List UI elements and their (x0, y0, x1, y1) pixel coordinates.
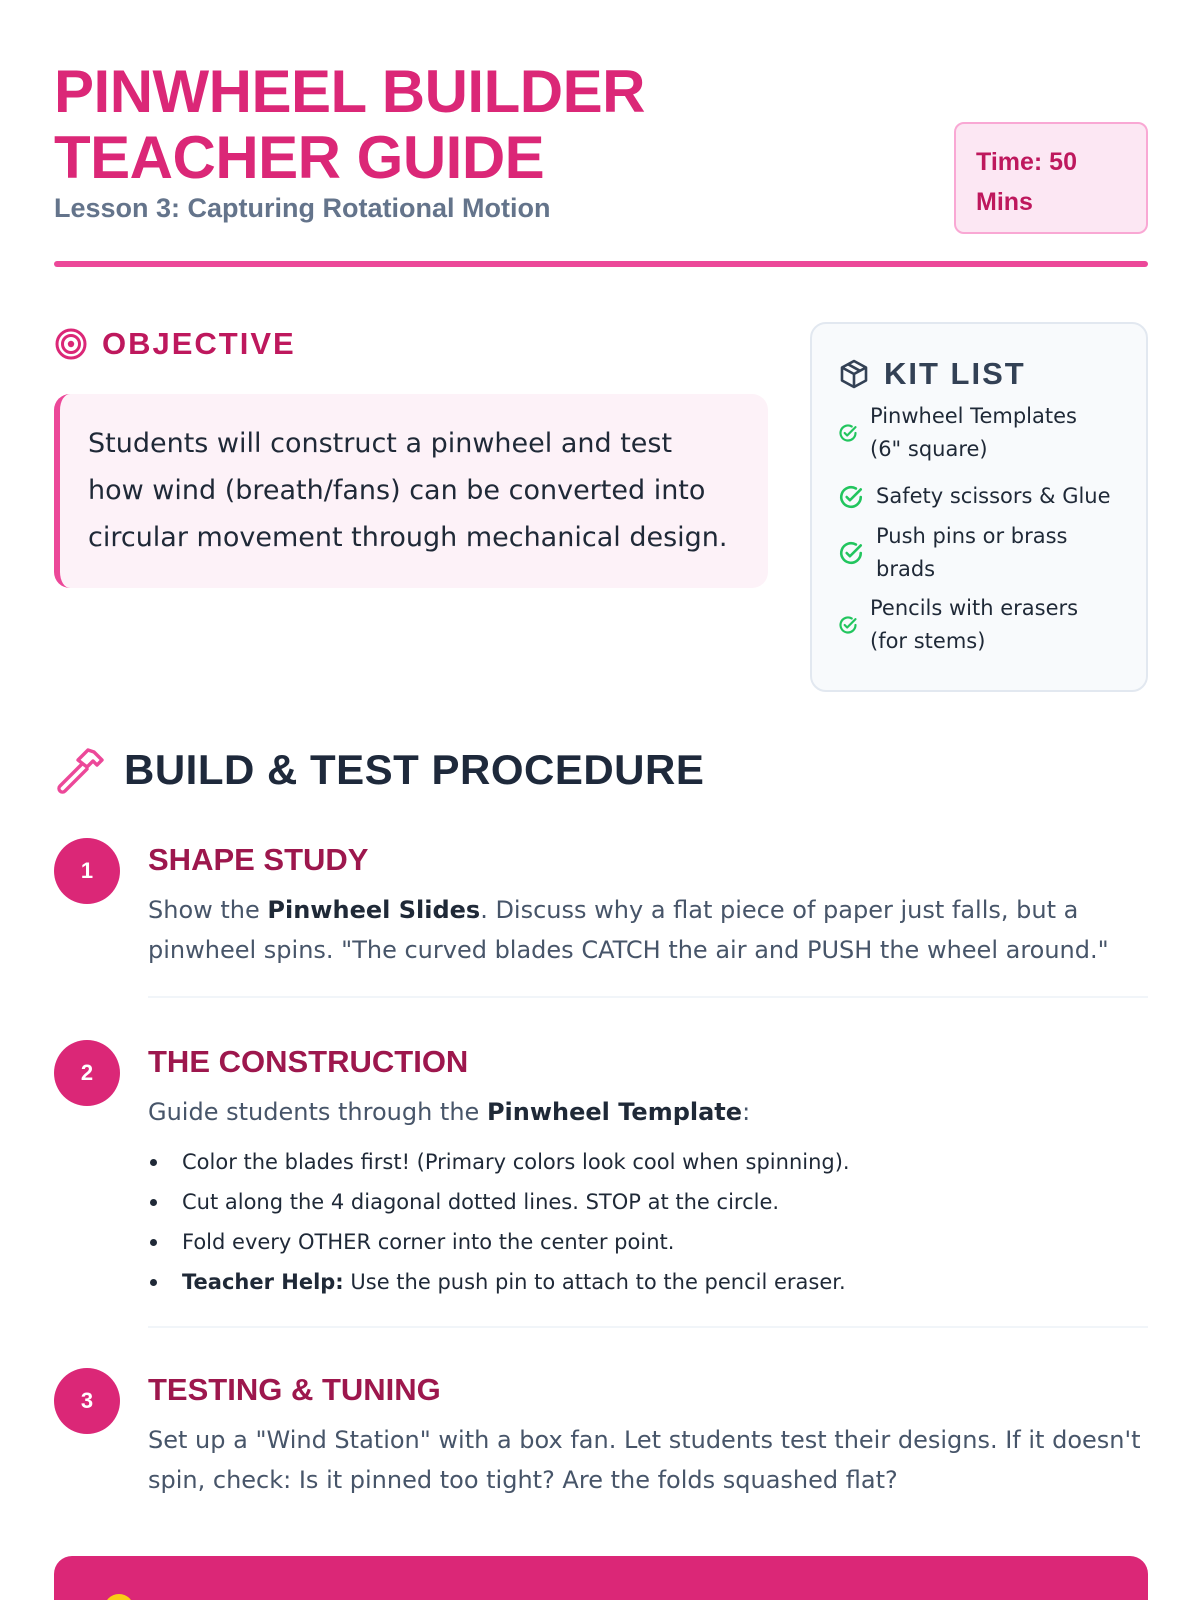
step-text-part: Guide students through the (148, 1098, 487, 1126)
page-title-line-1: PINWHEEL BUILDER (54, 58, 645, 125)
check-circle-icon (838, 615, 858, 635)
step-title: THE CONSTRUCTION (148, 1044, 469, 1079)
teacher-help-label: Teacher Help: (182, 1270, 344, 1294)
kit-list-heading (838, 356, 1026, 392)
kit-item-line-1: Push pins or brass (876, 524, 1068, 548)
list-item (148, 1262, 1148, 1302)
kit-item-line-1: Safety scissors & Glue (876, 484, 1111, 508)
time-badge (954, 122, 1148, 234)
step-title: TESTING & TUNING (148, 1372, 441, 1407)
step-text-bold: Pinwheel Template (486, 1098, 743, 1126)
kit-item-line-2: brads (876, 557, 936, 581)
procedure-heading (54, 744, 704, 796)
step-description (148, 890, 1148, 970)
step-description (148, 1420, 1148, 1500)
kit-item-line-2: (6" square) (870, 437, 988, 461)
target-icon (54, 327, 88, 361)
kit-item (838, 520, 1128, 586)
lesson-subtitle: Lesson 3: Capturing Rotational Motion (54, 193, 551, 223)
list-item: Color the blades first! (Primary colors look cool when spinning). (148, 1142, 1148, 1182)
kit-item-line-2: (for stems) (870, 629, 986, 653)
hammer-icon (54, 744, 106, 796)
objective-label: OBJECTIVE (102, 326, 296, 361)
kit-item (838, 480, 1128, 513)
step-divider (148, 996, 1148, 998)
kit-item (838, 400, 1128, 466)
step-title: SHAPE STUDY (148, 842, 369, 877)
step-text-part: . Discuss why a flat piece of paper just falls, but a (480, 896, 1079, 924)
step-text-line: Set up a "Wind Station" with a box fan. Let students test their designs. If it doesn't (148, 1426, 1141, 1454)
step-number-badge: 1 (54, 838, 120, 904)
time-badge-line-1: Time: 50 (976, 148, 1077, 176)
step-number-badge: 3 (54, 1368, 120, 1434)
teacher-help-text: Use the push pin to attach to the pencil eraser. (343, 1270, 846, 1294)
kit-list-label: KIT LIST (884, 356, 1026, 391)
kit-list-card (810, 322, 1148, 692)
list-item: Fold every OTHER corner into the center point. (148, 1222, 1148, 1262)
time-badge-line-2: Mins (976, 188, 1033, 216)
step-text-bold: Pinwheel Slides (267, 896, 481, 924)
step-text-part: Show the (148, 896, 268, 924)
kit-item (838, 592, 1128, 658)
tip-banner (54, 1556, 1148, 1600)
step-text-part: : (742, 1098, 751, 1126)
step-text-line: pinwheel spins. "The curved blades CATCH the air and PUSH the wheel around." (148, 936, 1109, 964)
lightbulb-icon (104, 1594, 134, 1600)
step-divider (148, 1326, 1148, 1328)
construction-steps-list (148, 1142, 1148, 1302)
procedure-title: BUILD & TEST PROCEDURE (124, 746, 705, 793)
step-number-badge: 2 (54, 1040, 120, 1106)
package-icon (838, 358, 870, 390)
kit-item-line-1: Pencils with erasers (870, 596, 1079, 620)
list-item: Cut along the 4 diagonal dotted lines. STOP at the circle. (148, 1182, 1148, 1222)
check-circle-icon (838, 484, 864, 510)
step-description (148, 1092, 1148, 1132)
objective-text: Students will construct a pinwheel and test how wind (breath/fans) can be converted into circular movement through mechanical design. (54, 394, 768, 588)
teacher-guide-page (54, 0, 1148, 1600)
kit-item-line-1: Pinwheel Templates (870, 404, 1077, 428)
page-title-line-2: TEACHER GUIDE (54, 124, 545, 191)
check-circle-icon (838, 423, 858, 443)
check-circle-icon (838, 540, 864, 566)
step-text-line: spin, check: Is it pinned too tight? Are the folds squashed flat? (148, 1466, 898, 1494)
objective-heading (54, 326, 296, 362)
header-divider (54, 261, 1148, 267)
